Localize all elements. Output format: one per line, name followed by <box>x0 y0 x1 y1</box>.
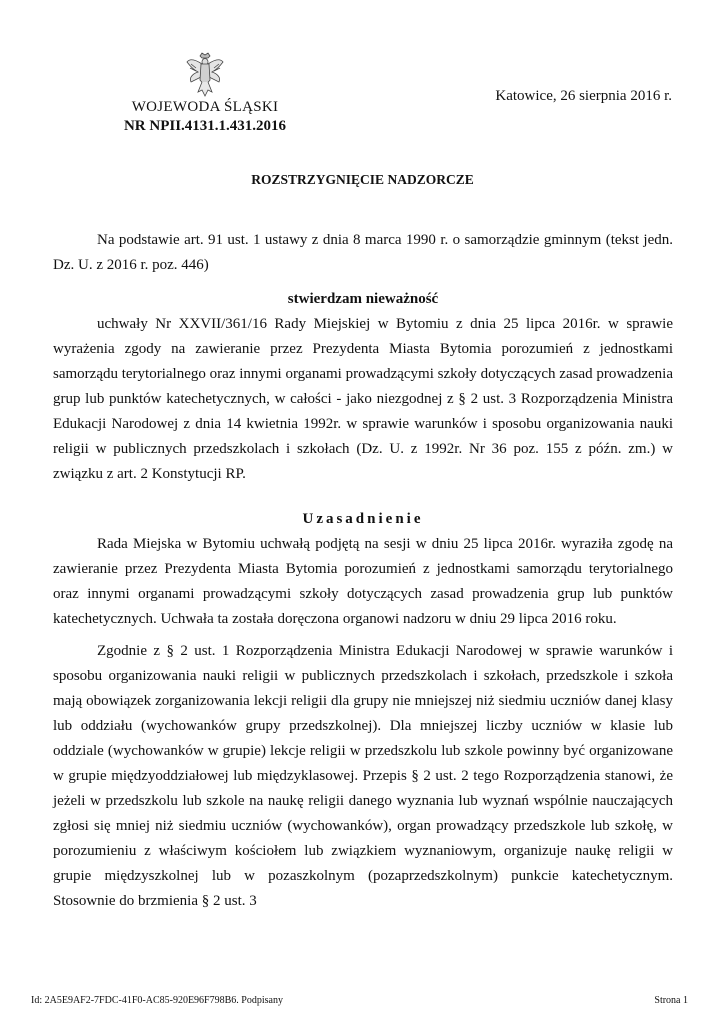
verdict-heading: stwierdzam nieważność <box>287 291 439 307</box>
document-title: ROZSTRZYGNIĘCIE NADZORCZE <box>251 172 474 187</box>
verdict-paragraph: uchwały Nr XXVII/361/16 Rady Miejskiej w Bytomiu z dnia 25 lipca 2016r. w sprawie wyrażenia zgody na zawieranie przez Prezydenta Miasta Bytomia porozumień z jednostkami samorządu terytorialnego oraz innymi organami prowadzącymi szkoły dotyczących zasad prowadzenia grup lub punktów katechetycznych, w całości - jako niezgodnej z § 2 ust. 3 Rozporządzenia Ministra Edukacji Narodowej z dnia 14 kwietnia 1992r. w sprawie warunków i sposobu organizowania nauki religii w publicznych przedszkolach i szkołach (Dz. U. z 1992r. Nr 36 poz. 155 z późn. zm.) w związku z art. 2 Konstytucji RP. <box>53 316 673 482</box>
document-id: Id: 2A5E9AF2-7FDC-41F0-AC85-920E96F798B6. Podpisany <box>31 995 283 1006</box>
page-number: Strona 1 <box>654 995 688 1006</box>
justification-section <box>53 507 673 914</box>
eagle-emblem-icon <box>186 52 224 98</box>
authority-name: WOJEWODA ŚLĄSKI <box>131 99 279 115</box>
verdict-section <box>53 287 673 487</box>
place-date: Katowice, 26 sierpnia 2016 r. <box>495 88 672 104</box>
case-number: NR NPII.4131.1.431.2016 <box>123 118 287 134</box>
legal-basis-section <box>53 228 673 278</box>
justification-paragraph: Zgodnie z § 2 ust. 1 Rozporządzenia Ministra Edukacji Narodowej w sprawie warunków i sposobu organizowania nauki religii w publicznych przedszkolach i szkołach, przedszkole i szkoła mają obowiązek zorganizowania lekcji religii dla grupy nie mniejszej niż siedmiu uczniów danej klasy lub oddziału (wychowanków grupy przedszkolnej). Dla mniejszej liczby uczniów w klasie lub oddziale (wychowanków w grupie) lekcje religii w przedszkolu lub szkole powinny być organizowane w grupie międzyoddziałowej lub międzyklasowej. Przepis § 2 ust. 2 tego Rozporządzenia stanowi, że jeżeli w przedszkolu lub szkole na naukę religii danego wyznania lub wyznań wspólnie nauczających zgłosi się mniej niż siedmiu uczniów (wychowanków), organ prowadzący przedszkole lub szkołę, w porozumieniu z właściwym kościołem lub związkiem wyznaniowym, organizuje naukę religii w grupie międzyszkolnej lub w pozaszkolnym (pozaprzedszkolnym) punkcie katechetycznym. Stosownie do brzmienia § 2 ust. 3 <box>53 643 673 909</box>
issuer-block <box>100 98 310 136</box>
justification-heading: Uzasadnienie <box>302 511 424 527</box>
justification-paragraph: Rada Miejska w Bytomiu uchwałą podjętą na sesji w dniu 25 lipca 2016r. wyraziła zgodę na zawieranie przez Prezydenta Miasta Bytomia porozumień z jednostkami samorządu terytorialnego oraz innymi organami prowadzącymi szkoły dotyczących zasad prowadzenia grup lub punktów katechetycznych. Uchwała ta została doręczona organowi nadzoru w dniu 29 lipca 2016 roku. <box>53 536 673 627</box>
legal-basis-paragraph: Na podstawie art. 91 ust. 1 ustawy z dnia 8 marca 1990 r. o samorządzie gminnym (tekst jedn. Dz. U. z 2016 r. poz. 446) <box>53 232 673 273</box>
page-footer <box>31 995 688 1006</box>
